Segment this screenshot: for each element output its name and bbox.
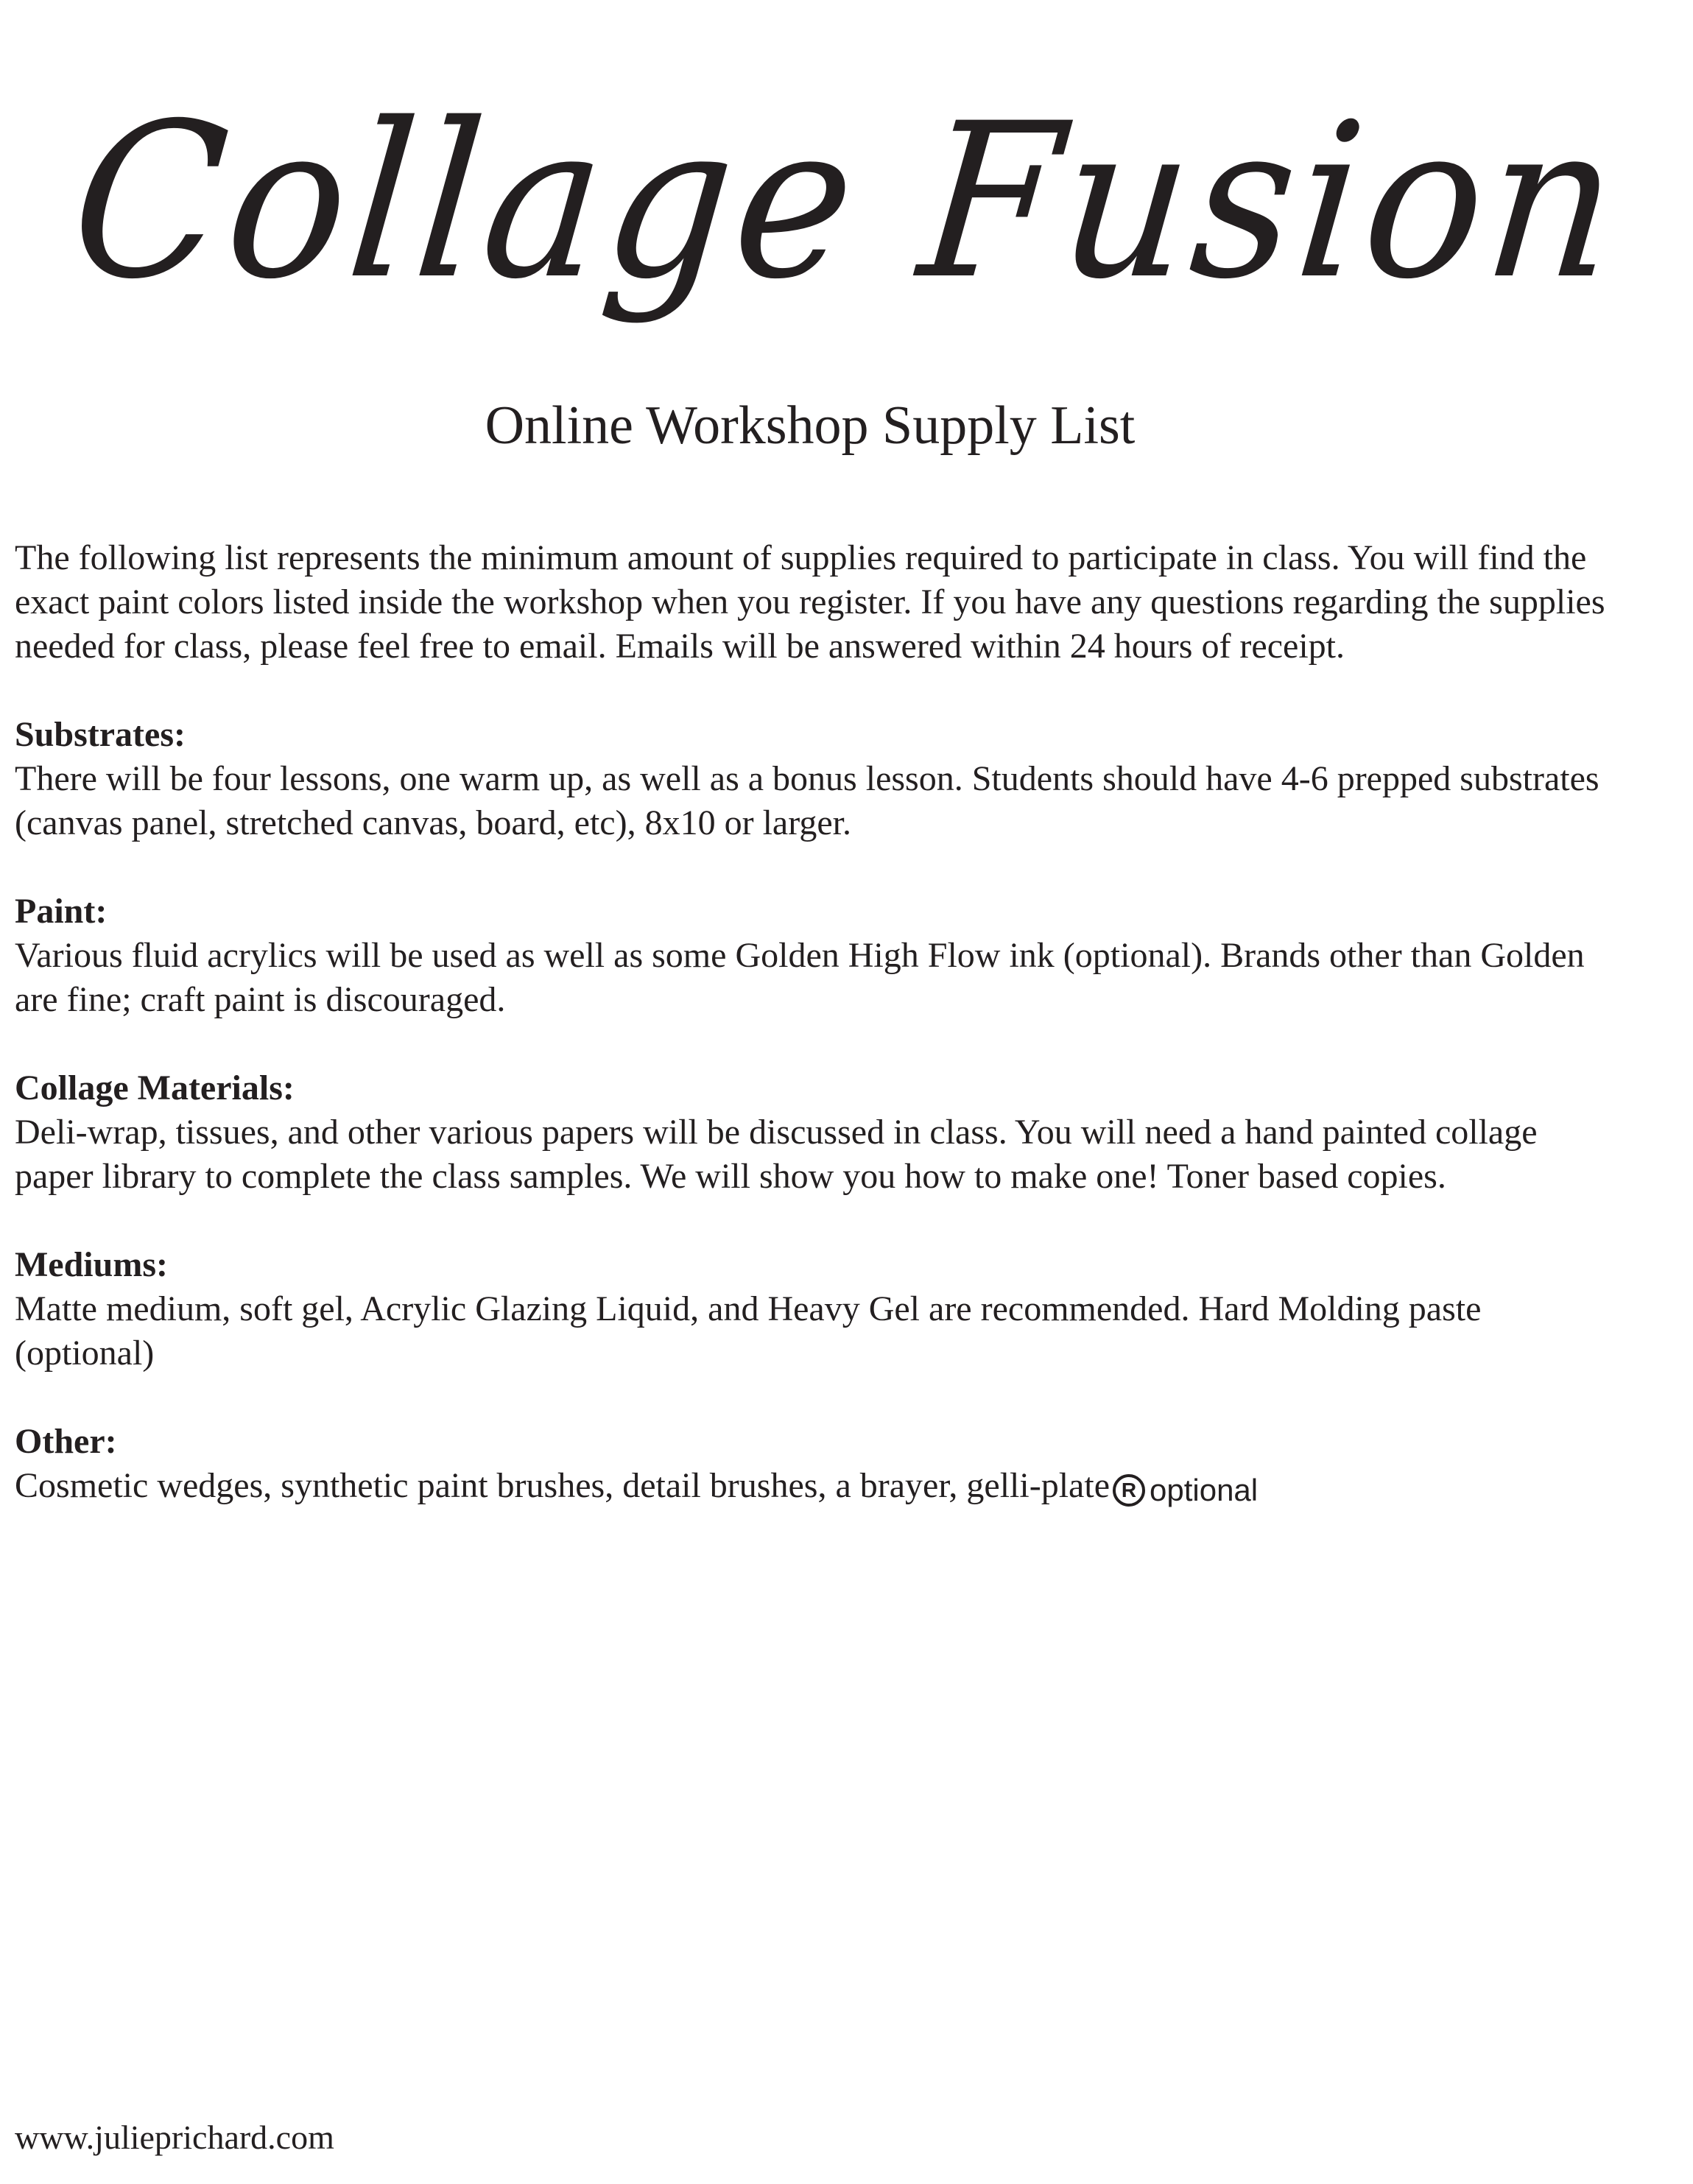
section-heading: Substrates:: [15, 715, 186, 754]
section-body: Matte medium, soft gel, Acrylic Glazing Liquid, and Heavy Gel are recommended. Hard Molding paste (optional): [15, 1289, 1482, 1373]
optional-note: [1113, 1468, 1258, 1512]
section-heading: Other:: [15, 1422, 117, 1461]
section-mediums: [15, 1243, 1620, 1375]
section-body: Deli-wrap, tissues, and other various papers will be discussed in class. You will need a hand painted collage paper library to complete the class samples. We will show you how to make one! Toner based copies.: [15, 1113, 1538, 1196]
title-block: [0, 78, 1693, 326]
optional-label: optional: [1150, 1473, 1259, 1507]
section-collage-materials: [15, 1066, 1620, 1199]
section-body: [15, 1464, 1620, 1512]
section-body: Various fluid acrylics will be used as well as some Golden High Flow ink (optional). Brands other than Golden are fine; craft paint is discouraged.: [15, 936, 1585, 1019]
section-heading: Mediums:: [15, 1245, 168, 1284]
section-other: [15, 1420, 1620, 1512]
section-paint: [15, 890, 1620, 1022]
footer-website: www.julieprichard.com: [15, 2118, 334, 2156]
document-body: [15, 536, 1620, 1512]
section-heading: Paint:: [15, 892, 108, 931]
section-body: There will be four lessons, one warm up, as well as a bonus lesson. Students should have 4-6 prepped substrates (canvas panel, stretched canvas, board, etc), 8x10 or larger.: [15, 759, 1599, 842]
section-heading: Collage Materials:: [15, 1068, 295, 1107]
document-subtitle: Online Workshop Supply List: [485, 395, 1136, 456]
intro-paragraph: The following list represents the minimum amount of supplies required to participate in class. You will find the exact paint colors listed inside the workshop when you register. If you have any questions regarding the supplies needed for class, please feel free to email. Emails will be answered within 24 hours of receipt.: [15, 538, 1605, 666]
section-substrates: [15, 713, 1620, 845]
registered-trademark-icon: R: [1113, 1474, 1145, 1507]
section-body-text: Cosmetic wedges, synthetic paint brushes, detail brushes, a brayer, gelli-plate: [15, 1466, 1110, 1505]
document-title: Collage Fusion: [62, 78, 1631, 326]
